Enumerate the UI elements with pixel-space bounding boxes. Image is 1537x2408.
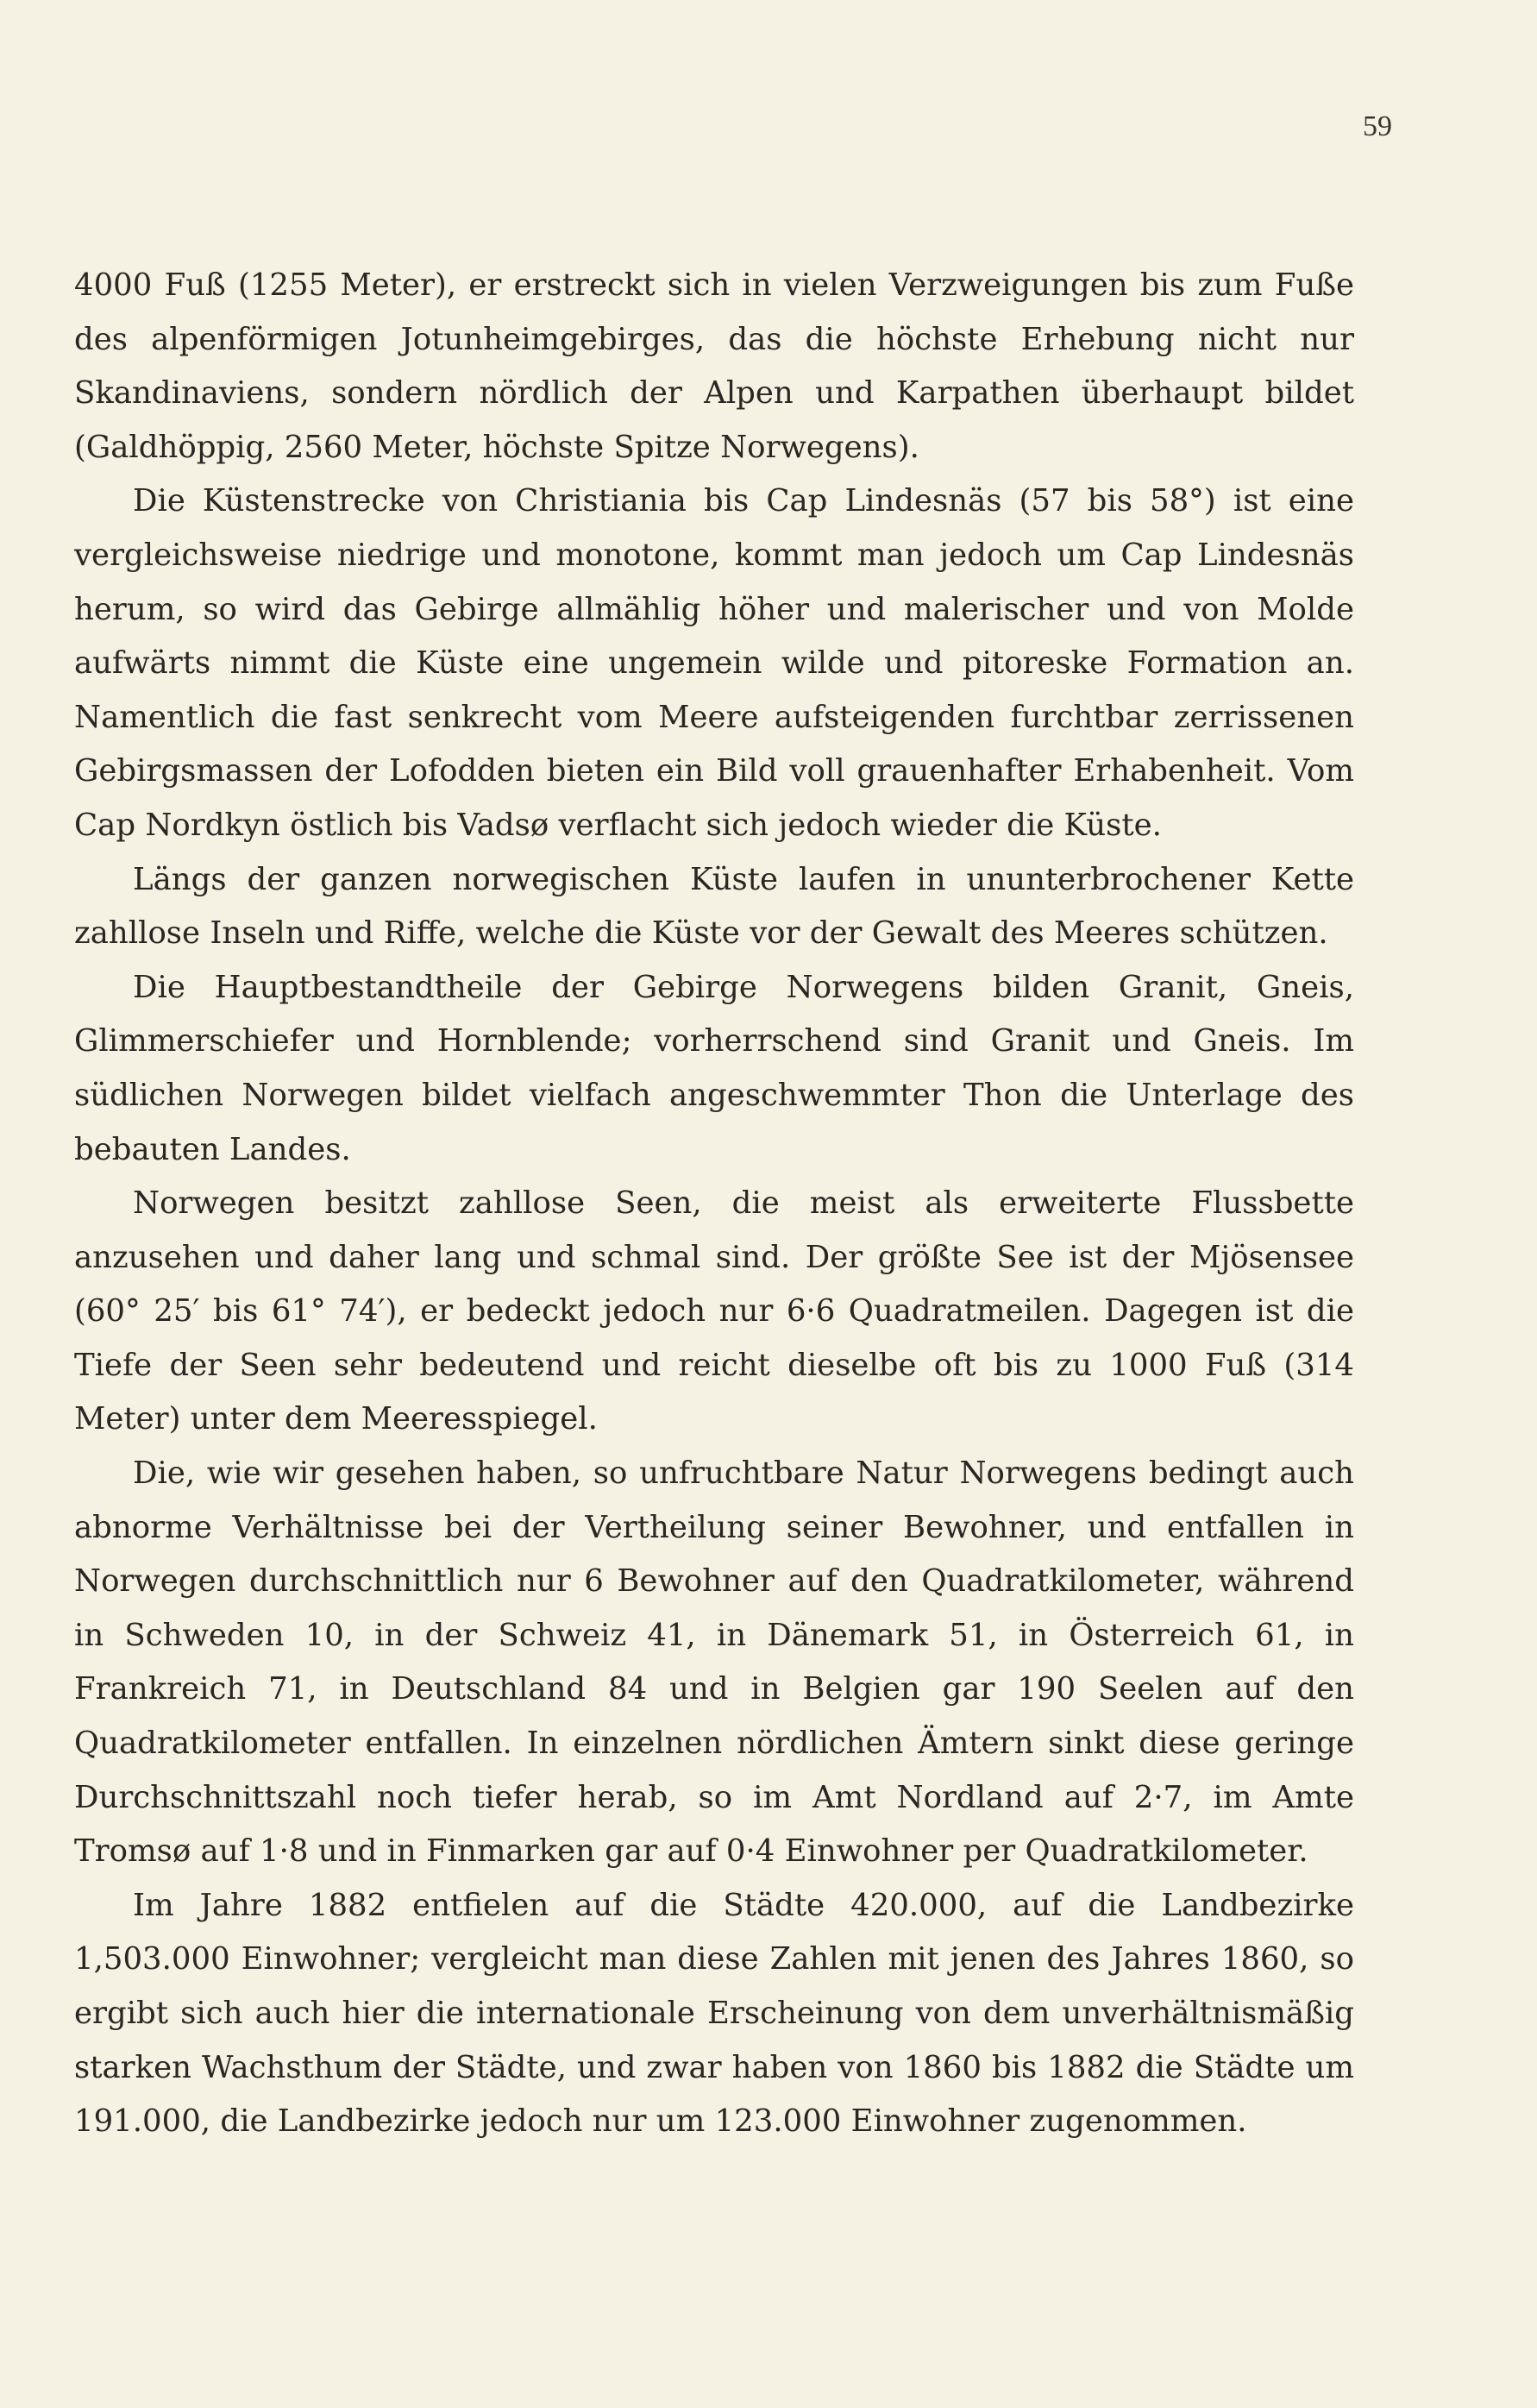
paragraph-2: Die Küstenstrecke von Christiania bis Cap Lindesnäs (57 bis 58°) ist eine vergleichsweise niedrige und monotone, kommt man jedoch um Cap Lindesnäs herum, so wird das Gebirge allmählig höher und malerischer und von Molde aufwärts nimmt die Küste eine ungemein wilde und pitoreske Formation an. Namentlich die fast senkrecht vom Meere aufsteigenden furchtbar zerrissenen Gebirgsmassen der Lofodden bieten ein Bild voll grauenhafter Erhabenheit. Vom Cap Nordkyn östlich bis Vadsø verflacht sich jedoch wieder die Küste. <box>74 483 1354 843</box>
paragraph-3: Längs der ganzen norwegischen Küste laufen in ununterbrochener Kette zahllose Inseln und Riffe, welche die Küste vor der Gewalt des Meeres schützen. <box>74 861 1354 952</box>
page-number: 59 <box>1363 110 1392 142</box>
paragraph-1: 4000 Fuß (1255 Meter), er erstreckt sich in vielen Verzweigungen bis zum Fuße des alpenförmigen Jotunheimgebirges, das die höchste Erhebung nicht nur Skandinaviens, sondern nördlich der Alpen und Karpathen überhaupt bildet (Galdhöppig, 2560 Meter, höchste Spitze Norwegens). <box>74 267 1354 465</box>
paragraph-5: Norwegen besitzt zahllose Seen, die meist als erweiterte Flussbette anzusehen und daher lang und schmal sind. Der größte See ist der Mjösensee (60° 25′ bis 61° 74′), er bedeckt jedoch nur 6·6 Quadratmeilen. Dagegen ist die Tiefe der Seen sehr bedeutend und reicht dieselbe oft bis zu 1000 Fuß (314 Meter) unter dem Meeresspiegel. <box>74 1185 1354 1437</box>
text-body <box>74 259 1354 2149</box>
paragraph-6: Die, wie wir gesehen haben, so unfruchtbare Natur Norwegens bedingt auch abnorme Verhältnisse bei der Vertheilung seiner Bewohner, und entfallen in Norwegen durchschnittlich nur 6 Bewohner auf den Quadratkilometer, während in Schweden 10, in der Schweiz 41, in Dänemark 51, in Österreich 61, in Frankreich 71, in Deutschland 84 und in Belgien gar 190 Seelen auf den Quadratkilometer entfallen. In einzelnen nördlichen Ämtern sinkt diese geringe Durchschnittszahl noch tiefer herab, so im Amt Nordland auf 2·7, im Amte Tromsø auf 1·8 und in Finmarken gar auf 0·4 Einwohner per Quadratkilometer. <box>74 1455 1354 1870</box>
paragraph-4: Die Hauptbestandtheile der Gebirge Norwegens bilden Granit, Gneis, Glimmerschiefer und Hornblende; vorherrschend sind Granit und Gneis. Im südlichen Norwegen bildet vielfach angeschwemmter Thon die Unterlage des bebauten Landes. <box>74 969 1354 1167</box>
paragraph-7: Im Jahre 1882 entfielen auf die Städte 420.000, auf die Landbezirke 1,503.000 Einwohner; vergleicht man diese Zahlen mit jenen des Jahres 1860, so ergibt sich auch hier die internationale Erscheinung von dem unverhältnismäßig starken Wachsthum der Städte, und zwar haben von 1860 bis 1882 die Städte um 191.000, die Landbezirke jedoch nur um 123.000 Einwohner zugenommen. <box>74 1887 1354 2140</box>
